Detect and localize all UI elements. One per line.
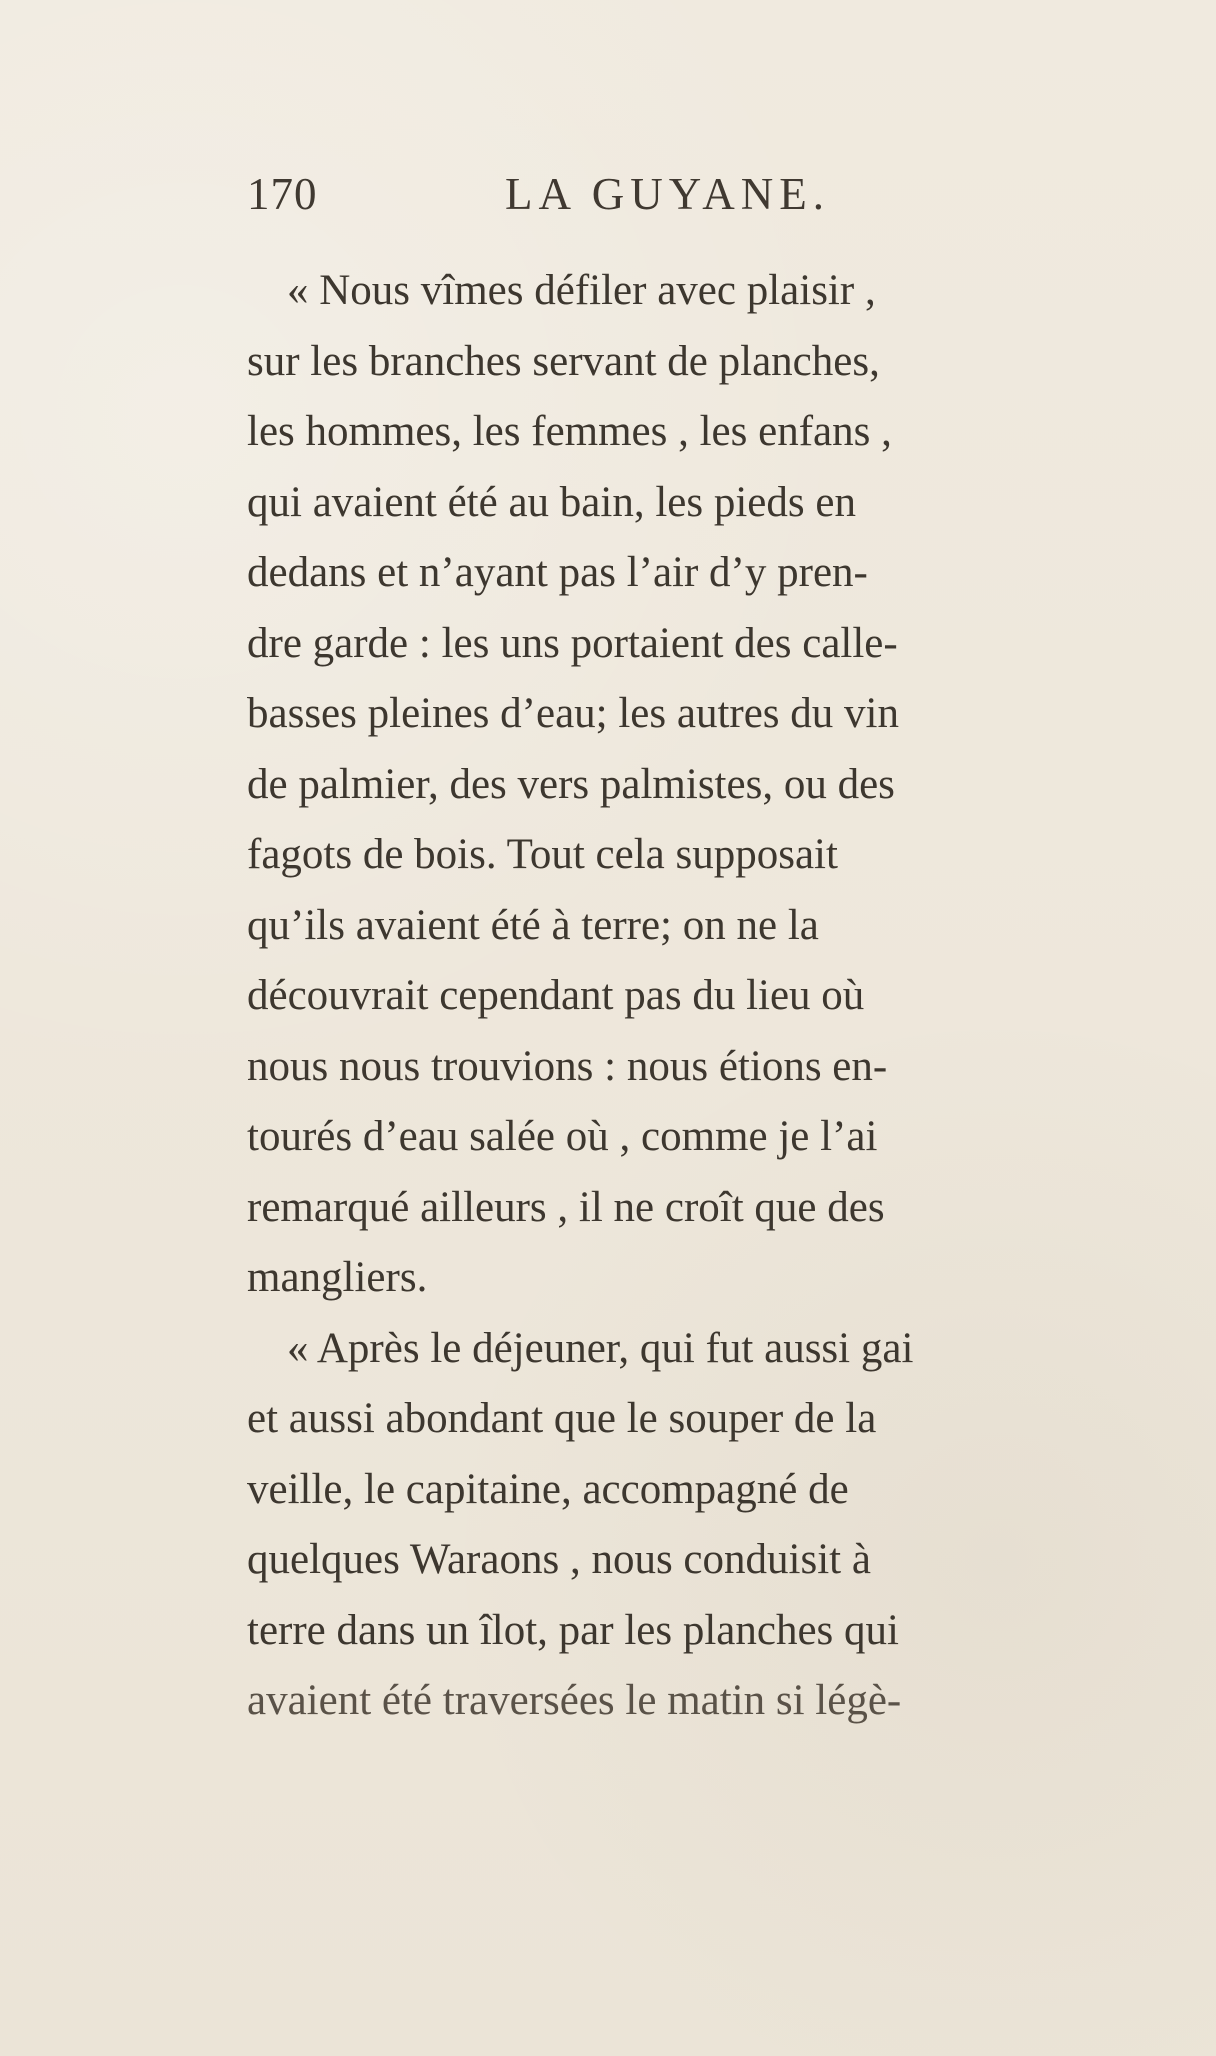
text-line: terre dans un îlot, par les planches qui — [247, 1606, 899, 1654]
text-line: dedans et n’ayant pas l’air d’y pren- — [247, 549, 868, 596]
page-number: 170 — [247, 169, 318, 219]
text-line: veille, le capitaine, accompagné de — [247, 1465, 849, 1513]
text-line: dre garde : les uns portaient des calle- — [247, 619, 898, 667]
text-line: « Après le déjeuner, qui fut aussi gai — [287, 1324, 914, 1372]
text-line: basses pleines d’eau; les autres du vin — [247, 690, 899, 737]
page-header — [247, 168, 879, 228]
text-line: nous nous trouvions : nous étions en- — [247, 1042, 888, 1090]
text-line: de palmier, des vers palmistes, ou des — [247, 760, 895, 808]
text-line: qui avaient été au bain, les pieds en — [247, 478, 856, 526]
text-line: et aussi abondant que le souper de la — [247, 1395, 877, 1442]
text-line: tourés d’eau salée où , comme je l’ai — [247, 1113, 878, 1160]
text-line: sur les branches servant de planches, — [247, 337, 880, 385]
text-line: fagots de bois. Tout cela supposait — [247, 831, 838, 878]
running-title: LA GUYANE. — [505, 169, 830, 219]
text-line: avaient été traversées le matin si légè- — [247, 1677, 902, 1724]
text-line: quelques Waraons , nous conduisit à — [247, 1536, 871, 1583]
text-line: « Nous vîmes défiler avec plaisir , — [287, 267, 876, 314]
text-line: les hommes, les femmes , les enfans , — [247, 408, 892, 455]
text-line: remarqué ailleurs , il ne croît que des — [247, 1183, 885, 1231]
body-text — [247, 256, 1107, 1737]
text-line: qu’ils avaient été à terre; on ne la — [247, 901, 819, 949]
text-line: découvrait cependant pas du lieu où — [247, 972, 865, 1019]
text-line: mangliers. — [247, 1254, 428, 1301]
